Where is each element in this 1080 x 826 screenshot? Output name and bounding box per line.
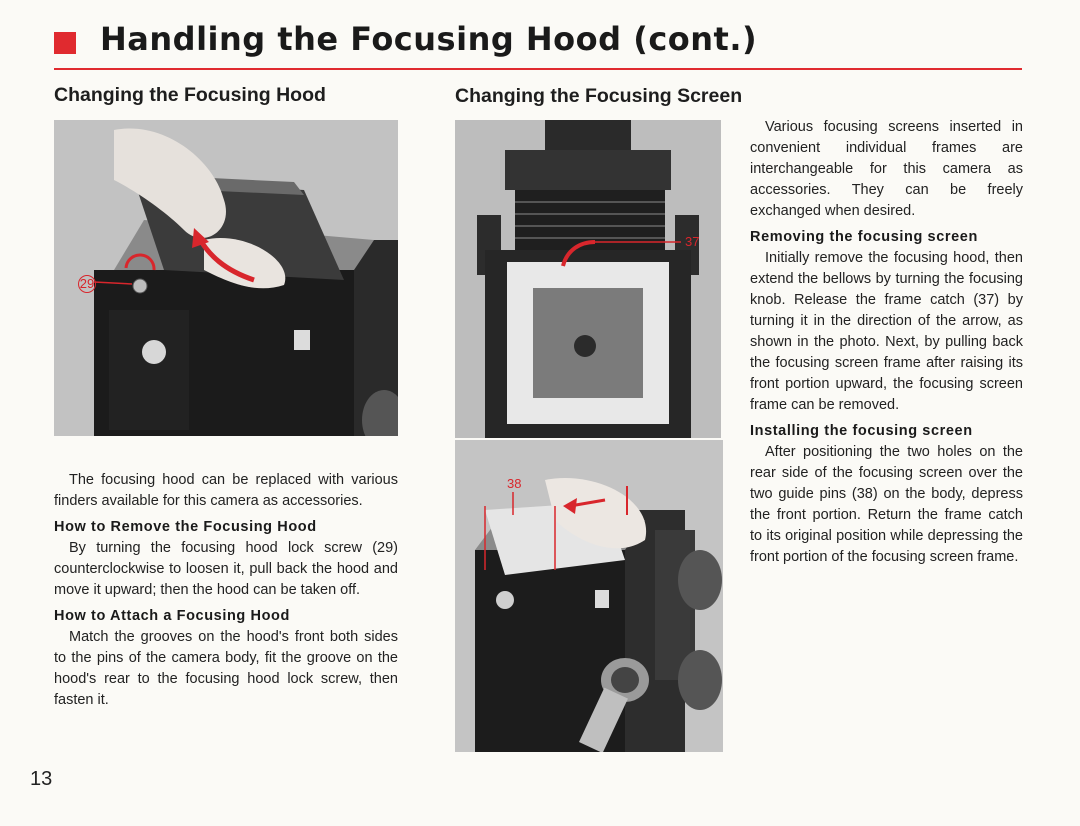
- callout-37: 37: [685, 234, 700, 249]
- callout-38: 38: [507, 476, 522, 491]
- page-title: Handling the Focusing Hood (cont.): [100, 20, 758, 58]
- installing-screen-paragraph: After positioning the two holes on the rear side of the focusing screen over the two guide pins (38) on the body, depress the front portion. Return the frame catch to its original position while depressing the front portion of the focusing screen frame.: [750, 444, 1023, 565]
- left-intro-paragraph: The focusing hood can be replaced with various finders available for this camera as accessories.: [54, 472, 398, 509]
- left-section-heading: Changing the Focusing Hood: [54, 84, 326, 106]
- remove-hood-heading: How to Remove the Focusing Hood: [54, 519, 317, 535]
- title-underline: [54, 68, 1022, 70]
- focusing-screen-photo-top: [455, 120, 721, 438]
- callout-29: 29: [79, 276, 95, 291]
- title-marker: [54, 32, 76, 54]
- removing-screen-heading: Removing the focusing screen: [750, 229, 978, 245]
- right-section-heading: Changing the Focusing Screen: [455, 85, 743, 107]
- right-text-block: [750, 117, 1023, 568]
- attach-hood-heading: How to Attach a Focusing Hood: [54, 608, 290, 624]
- removing-screen-paragraph: Initially remove the focusing hood, then extend the bellows by turning the focusing knob. Release the frame catch (37) by turning it in the direction of the arrow, as shown in the photo. Next, by pulling back the focusing screen frame after raising its front portion upward, the focusing screen frame can be removed.: [750, 250, 1023, 413]
- page-number: 13: [30, 768, 53, 790]
- right-intro-paragraph: Various focusing screens inserted in convenient individual frames are interchangeable for this camera as accessories. They can be freely exchanged when desired.: [750, 119, 1023, 219]
- left-text-block: [54, 470, 398, 711]
- focusing-hood-photo: [54, 120, 398, 436]
- remove-hood-paragraph: By turning the focusing hood lock screw (29) counterclockwise to loosen it, pull back the hood and move it upward; then the hood can be taken off.: [54, 540, 398, 598]
- focusing-screen-photo-bottom: [455, 440, 723, 752]
- attach-hood-paragraph: Match the grooves on the hood's front both sides to the pins of the camera body, fit the groove on the hood's rear to the focusing hood lock screw, then fasten it.: [54, 629, 398, 708]
- installing-screen-heading: Installing the focusing screen: [750, 423, 973, 439]
